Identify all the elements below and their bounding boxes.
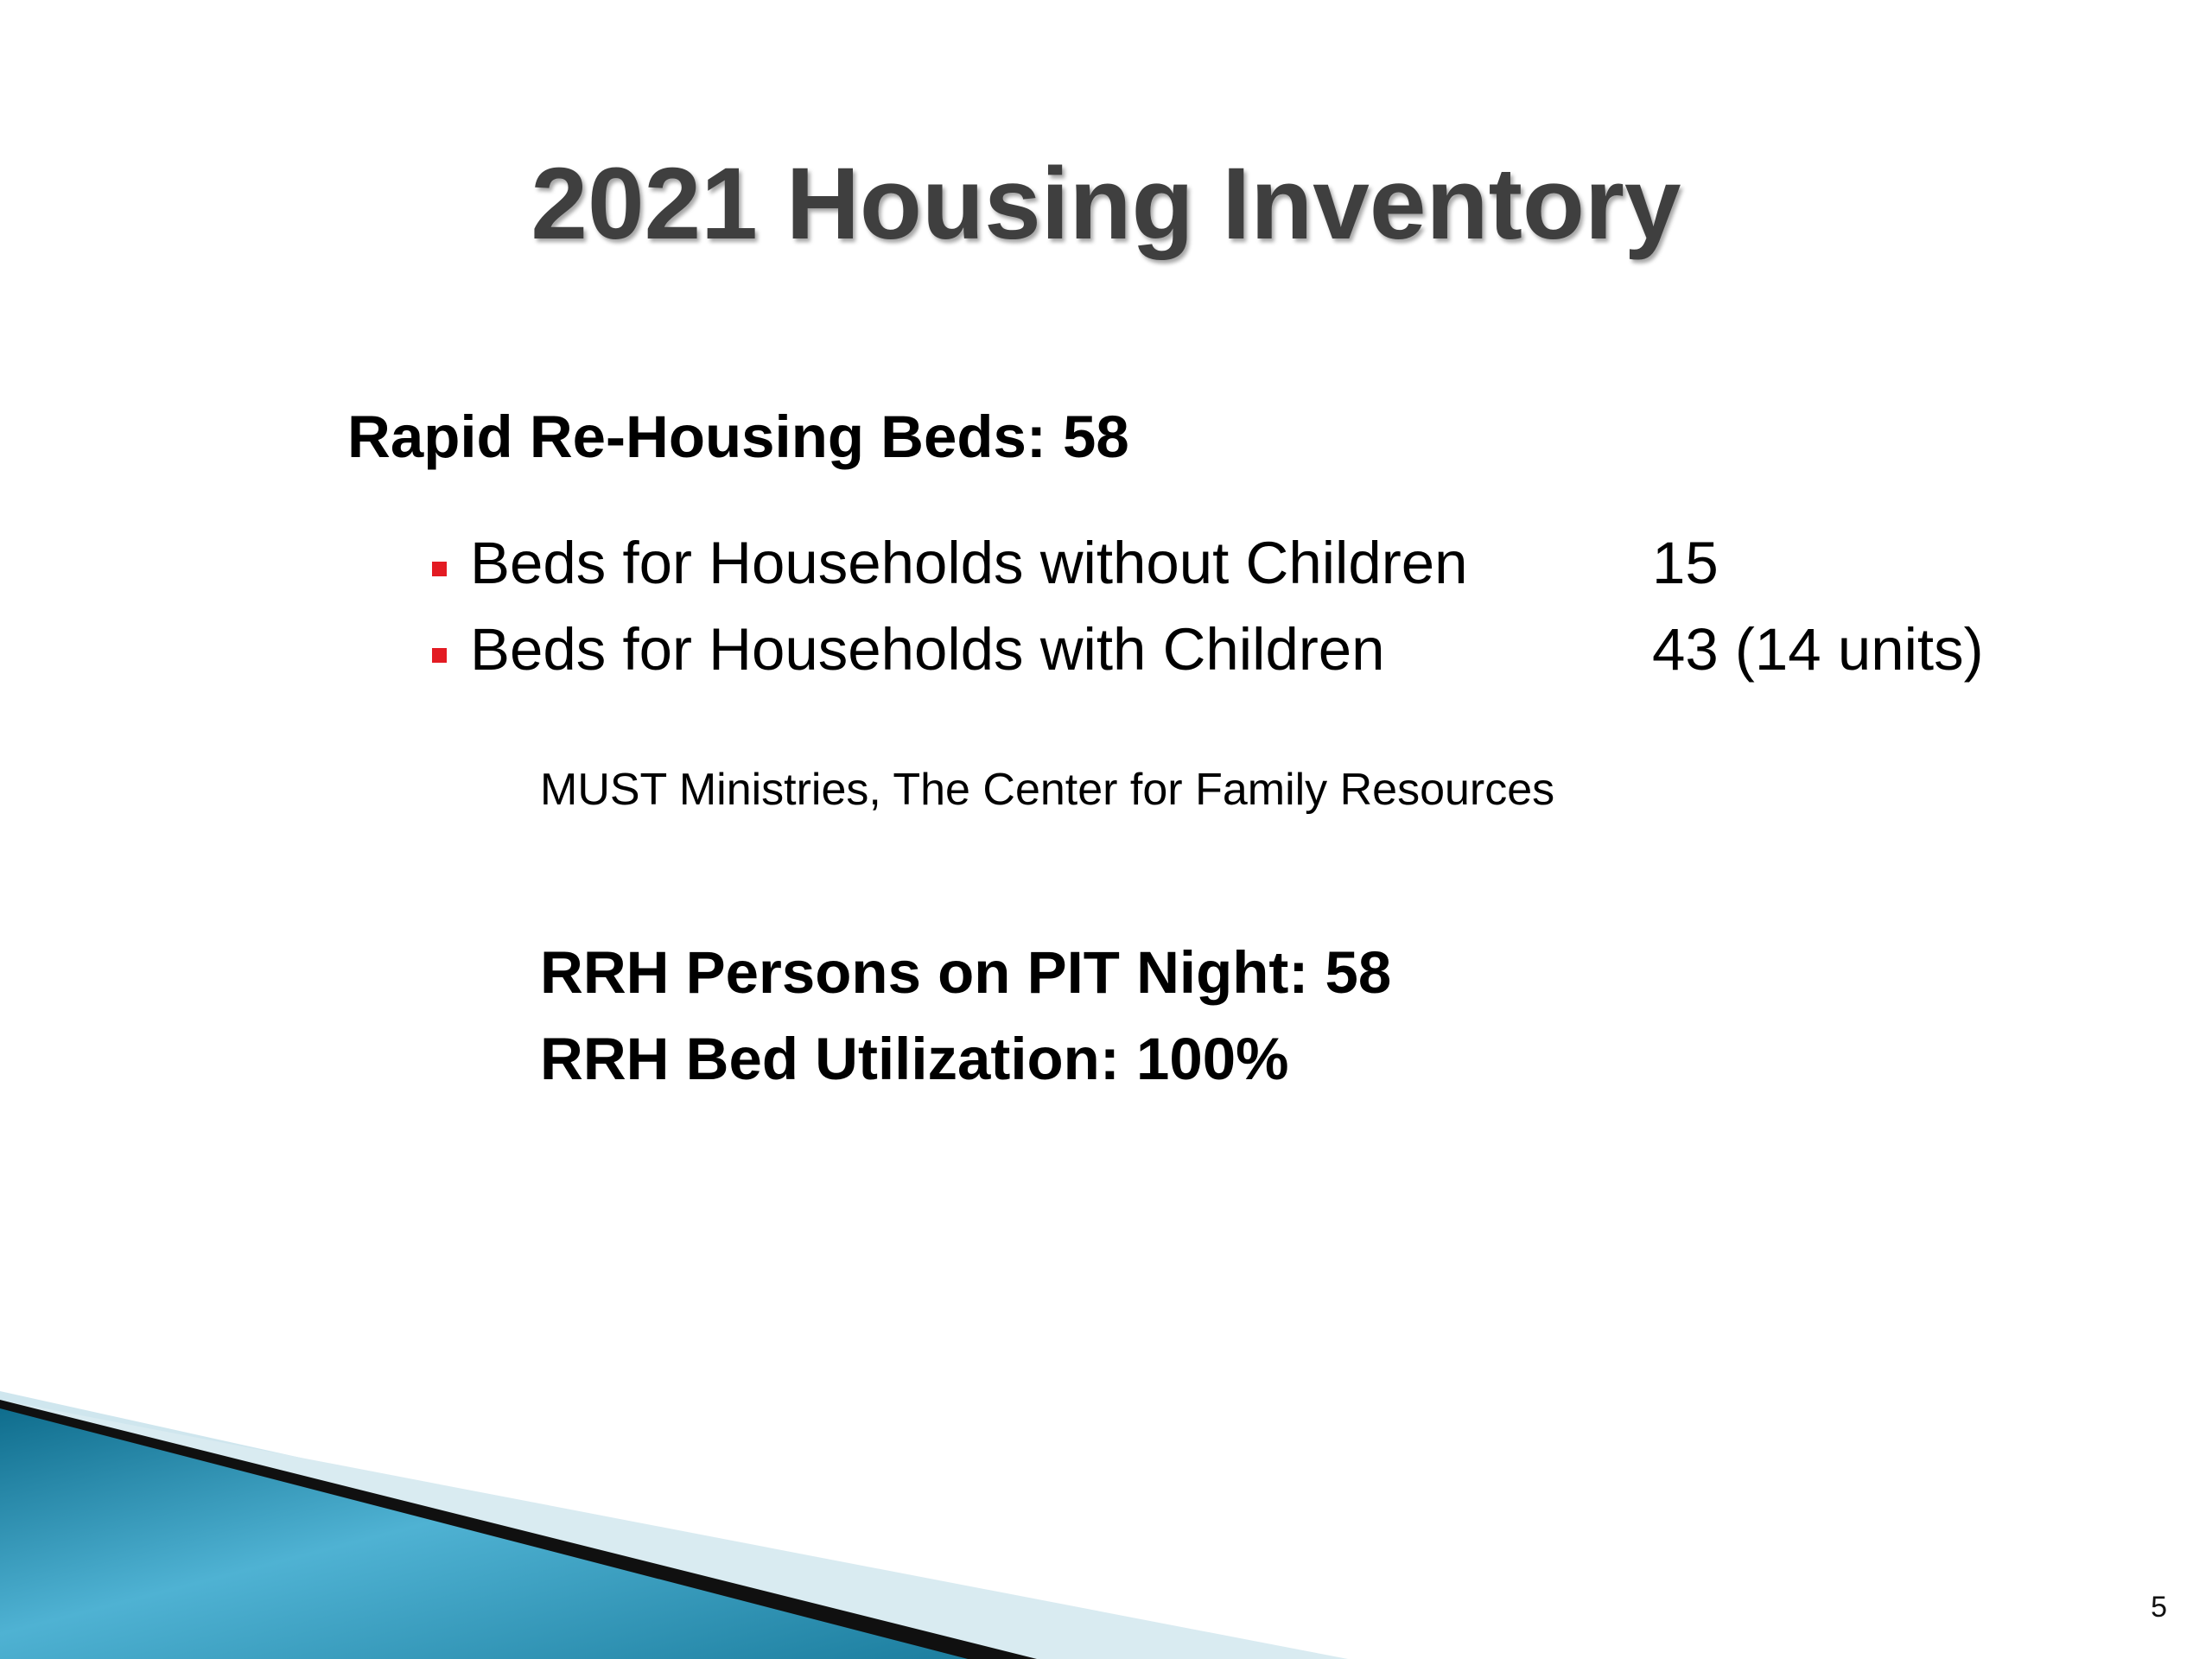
square-bullet-icon (432, 648, 447, 663)
decorative-wave (0, 1382, 2212, 1659)
slide-title: 2021 Housing Inventory (531, 147, 1681, 261)
bed-utilization-stat: RRH Bed Utilization: 100% (540, 1026, 1289, 1092)
bullet-value: 43 (14 units) (1652, 616, 1984, 683)
bullet-label: Beds for Households with Children (470, 616, 1385, 683)
square-bullet-icon (432, 562, 447, 576)
provider-note: MUST Ministries, The Center for Family Resources (540, 765, 1555, 815)
bullet-value: 15 (1652, 530, 1719, 596)
rrh-beds-heading: Rapid Re-Housing Beds: 58 (347, 404, 1129, 470)
pit-night-stat: RRH Persons on PIT Night: 58 (540, 939, 1392, 1006)
bullet-label: Beds for Households without Children (470, 530, 1468, 596)
slide-number: 5 (2151, 1591, 2167, 1624)
